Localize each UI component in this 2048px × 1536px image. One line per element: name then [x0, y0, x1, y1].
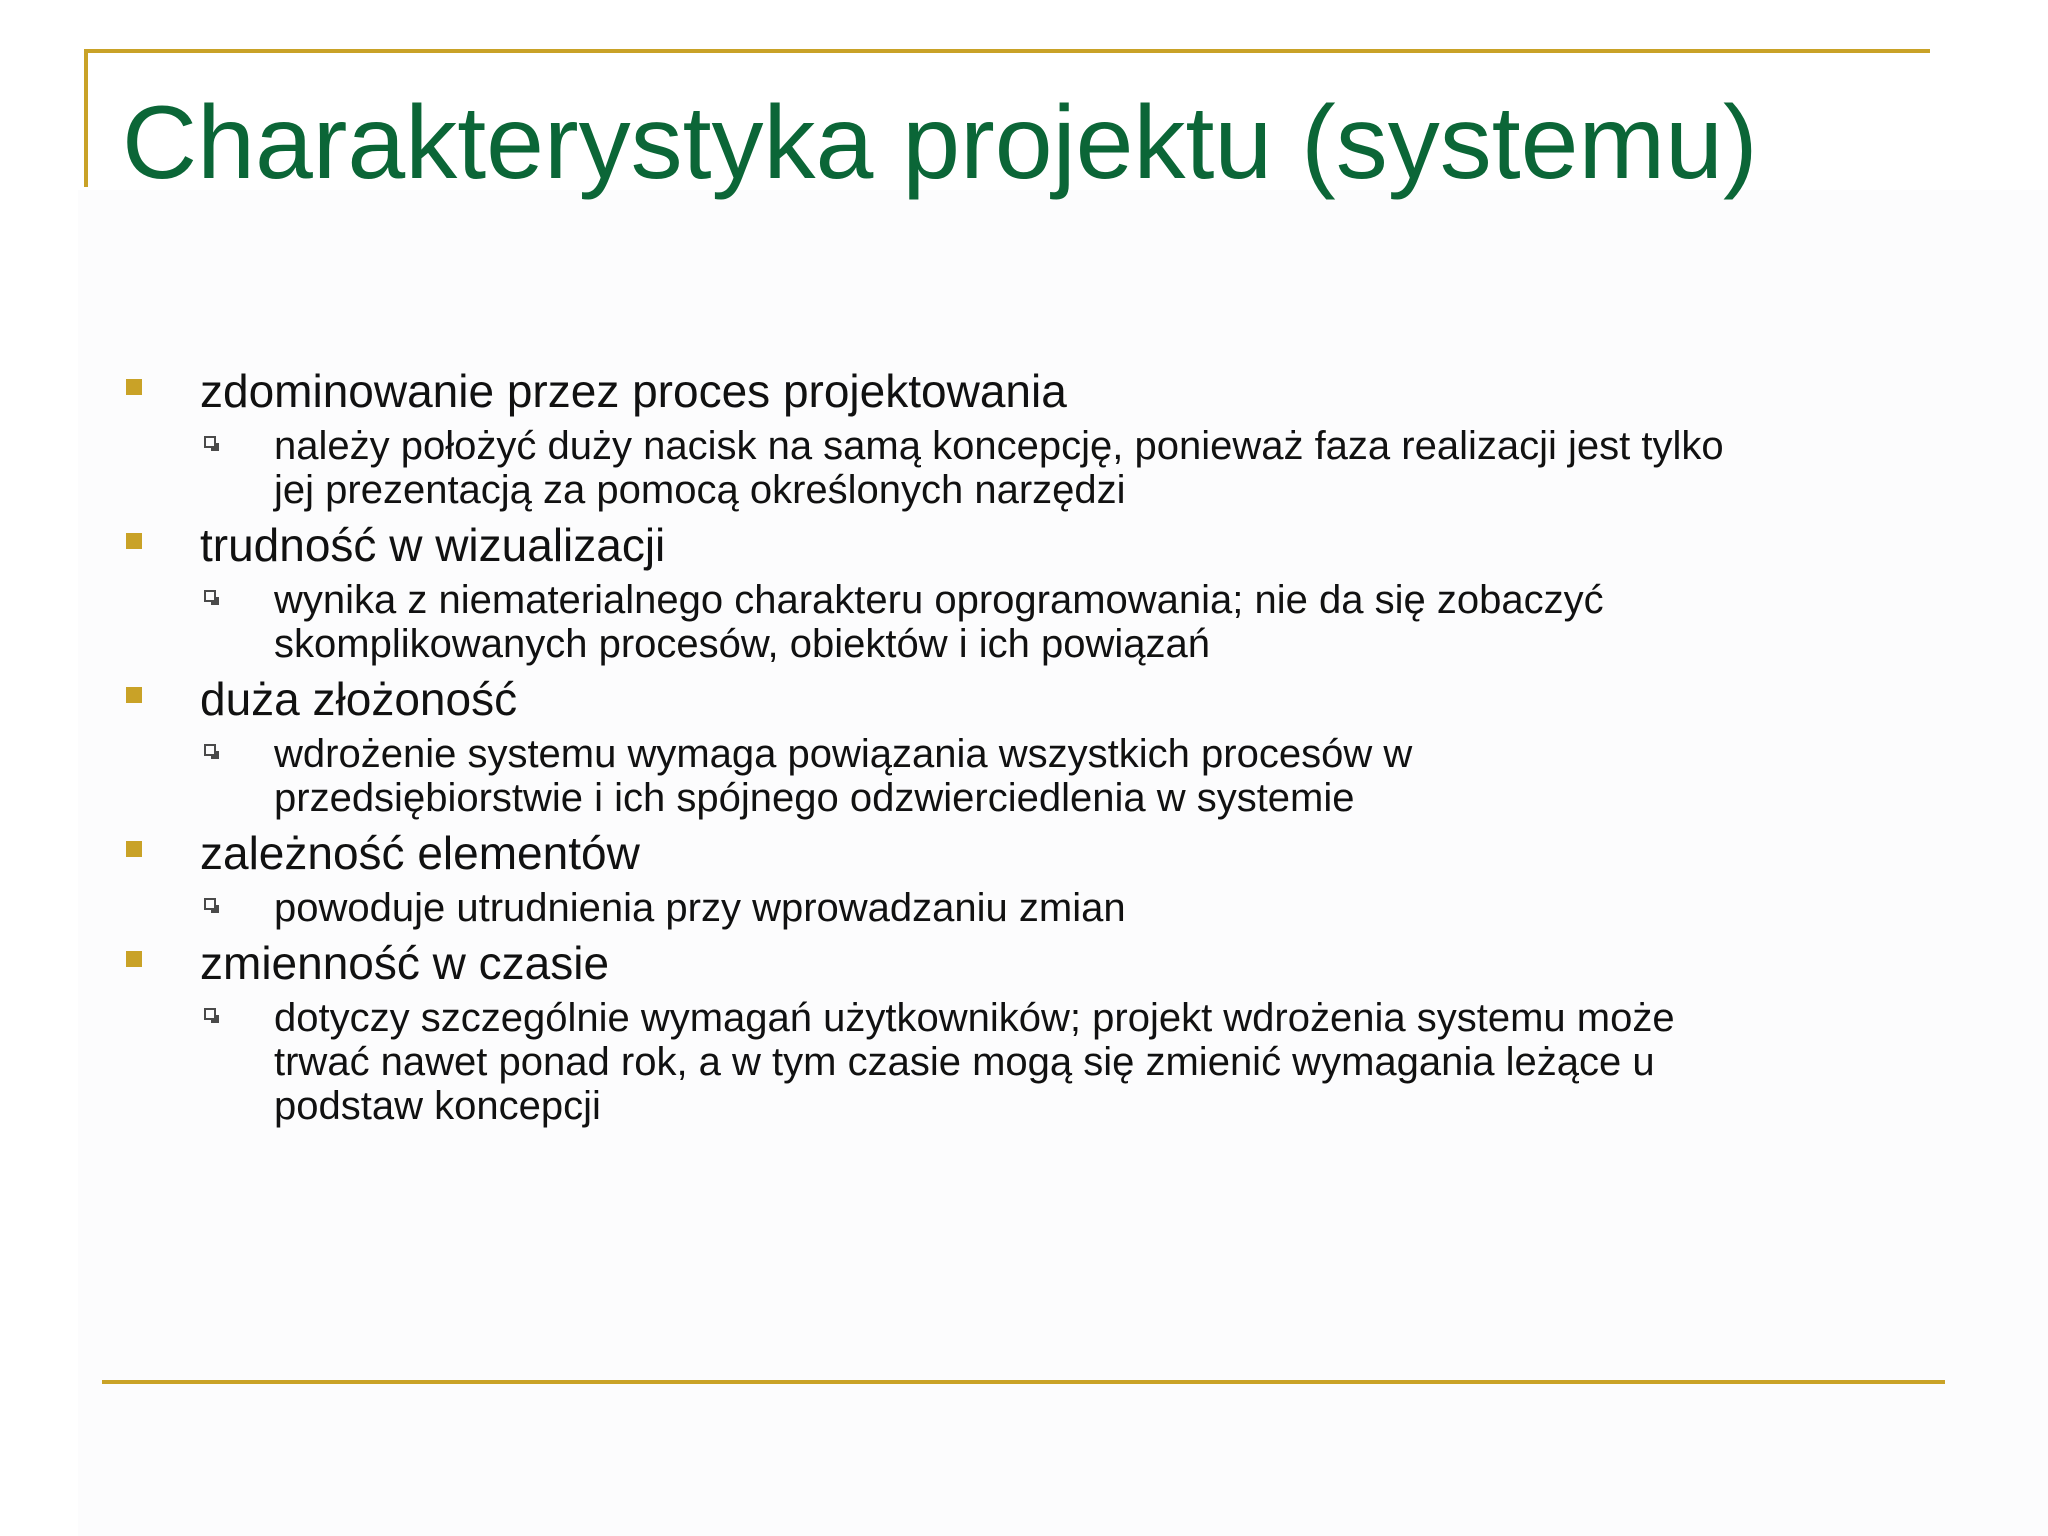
sub-bullet-item: [200, 732, 1942, 820]
square-bullet-icon: [126, 951, 142, 967]
hollow-square-bullet-icon: [204, 590, 216, 602]
sub-bullet-text-line: podstaw koncepcji: [274, 1084, 601, 1128]
sub-bullet-list: [200, 578, 1942, 666]
sub-bullet-item: [200, 886, 1942, 930]
hollow-square-bullet-icon: [204, 1008, 216, 1020]
sub-bullet-list: [200, 886, 1942, 930]
sub-bullet-text-line: należy położyć duży nacisk na samą koncepcję, ponieważ faza realizacji jest tylko: [274, 424, 1724, 468]
square-bullet-icon: [126, 533, 142, 549]
bullet-item: [122, 670, 1942, 820]
sub-bullet-text-line: skomplikowanych procesów, obiektów i ich powiązań: [274, 622, 1211, 666]
sub-bullet-list: [200, 732, 1942, 820]
slide-title: Charakterystyka projektu (systemu): [122, 85, 1758, 201]
square-bullet-icon: [126, 687, 142, 703]
sub-bullet-list: [200, 424, 1942, 512]
bullet-item: [122, 516, 1942, 666]
square-bullet-icon: [126, 841, 142, 857]
bullet-item: [122, 362, 1942, 512]
sub-bullet-item: [200, 996, 1942, 1128]
hollow-square-bullet-icon: [204, 744, 216, 756]
sub-bullet-text-line: wdrożenie systemu wymaga powiązania wszystkich procesów w: [274, 732, 1413, 776]
sub-bullet-text-line: wynika z niematerialnego charakteru oprogramowania; nie da się zobaczyć: [274, 578, 1604, 622]
bullet-text: trudność w wizualizacji: [200, 519, 666, 571]
footer-line: [102, 1380, 1945, 1384]
sub-bullet-text-line: powoduje utrudnienia przy wprowadzaniu zmian: [274, 886, 1126, 930]
bullet-item: [122, 824, 1942, 930]
bullet-text: zależność elementów: [200, 827, 640, 879]
title-frame-left-line: [84, 49, 88, 187]
sub-bullet-item: [200, 424, 1942, 512]
hollow-square-bullet-icon: [204, 898, 216, 910]
bullet-item: [122, 934, 1942, 1128]
sub-bullet-list: [200, 996, 1942, 1128]
square-bullet-icon: [126, 379, 142, 395]
sub-bullet-text-line: trwać nawet ponad rok, a w tym czasie mogą się zmienić wymagania leżące u: [274, 1040, 1655, 1084]
hollow-square-bullet-icon: [204, 436, 216, 448]
sub-bullet-text-line: przedsiębiorstwie i ich spójnego odzwierciedlenia w systemie: [274, 776, 1355, 820]
bullet-list: [122, 362, 1942, 1128]
title-frame-top-line: [84, 49, 1930, 53]
bullet-text: zdominowanie przez proces projektowania: [200, 365, 1067, 417]
sub-bullet-text-line: jej prezentacją za pomocą określonych narzędzi: [274, 468, 1126, 512]
sub-bullet-text-line: dotyczy szczególnie wymagań użytkowników; projekt wdrożenia systemu może: [274, 996, 1675, 1040]
sub-bullet-item: [200, 578, 1942, 666]
bullet-text: zmienność w czasie: [200, 937, 610, 989]
bullet-text: duża złożoność: [200, 673, 518, 725]
